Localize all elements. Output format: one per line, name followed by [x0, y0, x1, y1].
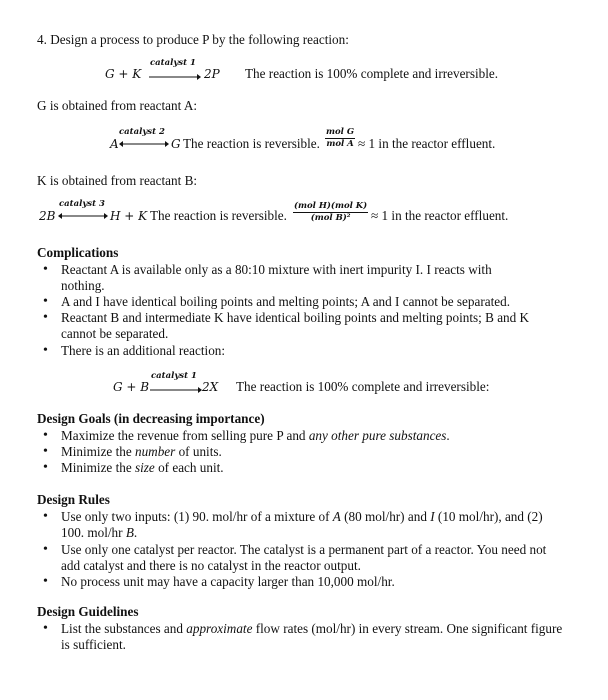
rxn2-ratio-den: mol A [326, 139, 354, 149]
equilibrium-arrow-icon [119, 140, 169, 148]
rxn3-note: The reaction is reversible. [150, 208, 287, 223]
rxn4-lhs: G + B [113, 380, 150, 394]
rxn4-note: The reaction is 100% complete and irreversible: [236, 379, 490, 394]
rxn3-rhs: H + K [110, 209, 148, 223]
k-intro: K is obtained from reactant B: [37, 173, 198, 188]
equilibrium-arrow-icon [58, 212, 108, 220]
rxn1-lhs: G + K [105, 67, 142, 81]
rxn2-note: The reaction is reversible. [183, 136, 320, 151]
rxn3-ratio [293, 201, 368, 224]
problem-heading: 4. Design a process to produce P by the following reaction: [37, 32, 349, 47]
complication-item: • A and I have identical boiling points and melting points; A and I cannot be separated. [61, 294, 581, 310]
rxn4-rhs: 2X [202, 380, 219, 394]
goal-item [61, 428, 581, 444]
g-intro: G is obtained from reactant A: [37, 98, 198, 113]
rxn2-ratio-tail: ≈ 1 in the reactor effluent. [358, 136, 496, 151]
guideline-item-emphasis: approximate [186, 621, 253, 636]
rule-item-text: Use only two inputs: (1) 90. mol/hr of a mixture of [61, 509, 333, 524]
rules-title: Design Rules [37, 492, 110, 507]
rxn3-ratio-num: (mol H)(mol K) [294, 201, 368, 211]
complication-item: • There is an additional reaction: [61, 343, 581, 359]
goal-item-text: Minimize the [61, 460, 135, 475]
guideline-item-text: flow rates (mol/hr) in every stream. One significant figure is sufficient. [61, 621, 563, 652]
rxn1-catalyst: catalyst 1 [150, 58, 196, 68]
forward-arrow-icon [149, 74, 201, 80]
complication-item: • Reactant B and intermediate K have identical boiling points and melting points; B and K cannot be separated. [61, 310, 566, 342]
guideline-item [61, 621, 566, 653]
goal-item-emphasis: number [134, 444, 176, 459]
complication-item: • Reactant A is available only as a 80:10 mixture with inert impurity I. I reacts with nothing. [61, 262, 531, 294]
goal-item-text: of units. [175, 444, 222, 459]
rxn1-rhs: 2P [204, 67, 220, 81]
rule-item-emphasis: B [125, 525, 134, 540]
goal-item-text: Minimize the [61, 444, 135, 459]
rxn1-note: The reaction is 100% complete and irreversible. [245, 66, 499, 81]
rule-item-emphasis: I [430, 509, 435, 524]
guidelines-title: Design Guidelines [37, 604, 139, 619]
goal-item-text: Maximize the revenue from selling pure P and [61, 428, 309, 443]
guideline-item-text: List the substances and [61, 621, 187, 636]
rxn3-catalyst: catalyst 3 [59, 199, 105, 209]
rule-item: • No process unit may have a capacity larger than 10,000 mol/hr. [61, 574, 581, 590]
goal-item-text: of each unit. [154, 460, 224, 475]
complications-title: Complications [37, 245, 119, 260]
rule-item-text: (80 mol/hr) and [340, 509, 431, 524]
rxn2-catalyst: catalyst 2 [119, 127, 165, 137]
goal-item [61, 444, 581, 460]
rxn2-rhs: G [171, 137, 181, 151]
goal-item-emphasis: any other pure substances [308, 428, 447, 443]
rule-item: • Use only one catalyst per reactor. The catalyst is a permanent part of a reactor. You need not add catalyst and there is no catalyst in the reactor output. [61, 542, 566, 574]
rxn2-ratio-num: mol G [326, 127, 355, 137]
forward-arrow-icon [150, 387, 202, 393]
goals-title: Design Goals (in decreasing importance) [37, 411, 265, 426]
rxn3-ratio-tail: ≈ 1 in the reactor effluent. [371, 208, 509, 223]
goal-item-text: . [446, 428, 450, 443]
rule-item-text: (10 mol/hr), and (2) 100. mol/hr [61, 509, 543, 540]
rule-item-text: . [133, 525, 138, 540]
rule-item [61, 509, 546, 541]
goal-item-emphasis: size [134, 460, 155, 475]
rxn3-ratio-den: (mol B)² [310, 213, 351, 223]
rxn2-lhs: A [110, 137, 119, 151]
rule-item-emphasis: A [332, 509, 341, 524]
rxn2-ratio [325, 127, 355, 150]
rxn3-lhs: 2B [39, 209, 56, 223]
goal-item [61, 460, 581, 476]
rxn4-catalyst: catalyst 1 [151, 371, 197, 381]
